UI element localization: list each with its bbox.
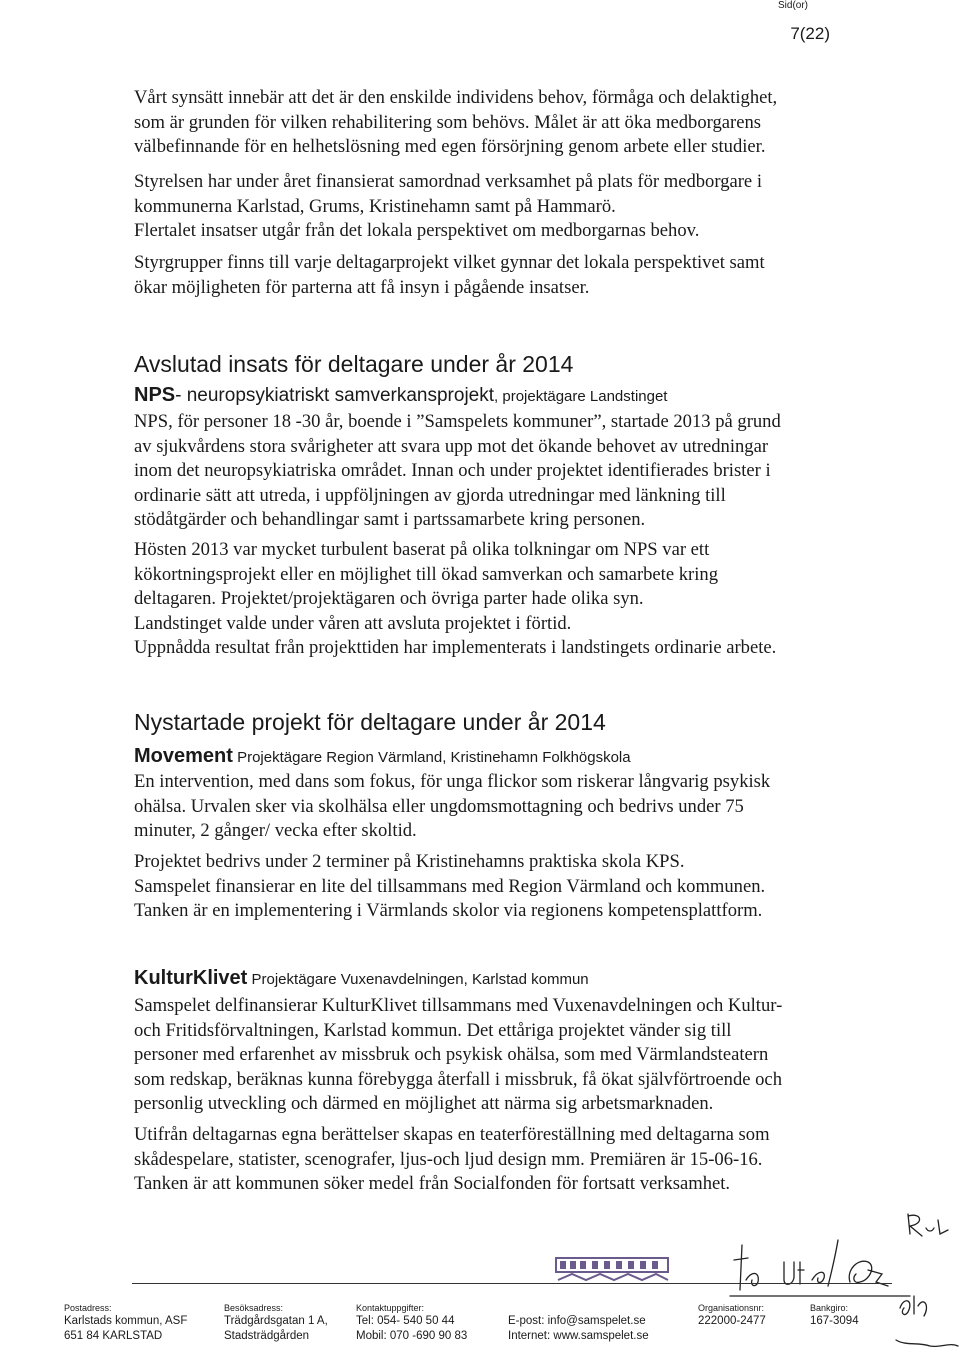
page-label: Sid(or) xyxy=(777,0,808,11)
kulturklivet-subheading: KulturKlivet Projektägare Vuxenavdelningen, Karlstad kommun xyxy=(134,967,589,989)
movement-subheading: Movement Projektägare Region Värmland, Kristinehamn Folkhögskola xyxy=(134,745,631,767)
nps-subheading: NPS- neuropsykiatriskt samverkansprojekt, projektägare Landstinget xyxy=(134,384,668,406)
nps-paragraph-1: NPS, för personer 18 -30 år, boende i ”Samspelets kommuner”, startade 2013 på grund av sjukvårdens stora svårigheter att svara upp mot det ökande behovet av utredningar inom det neuropsykiatriska området. Innan och under projektet identifierades brister i ordinarie sätt att utreda, i uppföljningen av gjorda utredningar med länkning till stödåtgärder och behandlingar samt i partssamarbete kring personen. xyxy=(134,411,781,530)
footer-bankgiro: Bankgiro: 167-3094 xyxy=(810,1303,859,1327)
intro-paragraph-3: Styrgrupper finns till varje deltagarprojekt vilket gynnar det lokala perspektivet samt ökar möjligheten för parterna att få insyn i pågående insatser. xyxy=(134,252,765,298)
page-number: 7(22) xyxy=(790,24,830,43)
intro-paragraph-2: Styrelsen har under året finansierat samordnad verksamhet på plats för medborgare i kommunerna Karlstad, Grums, Kristinehamn samt på Hammarö. Flertalet insatser utgår från det lokala perspektivet om medborgarnas behov. xyxy=(134,171,763,241)
section-heading-closed: Avslutad insats för deltagare under år 2014 xyxy=(134,351,574,377)
footer-visiting-address: Besöksadress: Trädgårdsgatan 1 A, Stadsträdgården xyxy=(224,1303,328,1342)
footer-email[interactable]: E-post: info@samspelet.se xyxy=(508,1315,646,1327)
movement-paragraph-1: En intervention, med dans som fokus, för unga flickor som riskerar långvarig psykisk ohälsa. Urvalen sker via skolhälsa eller ungdomsmottagning och bedrivs under 75 minuter, 2 gånger/ vecka efter skoltid. xyxy=(134,771,771,841)
kulturklivet-paragraph-1: Samspelet delfinansierar KulturKlivet tillsammans med Vuxenavdelningen och Kultur- och Fritidsförvaltningen, Karlstad kommun. Det ettåriga projektet vänder sig till personer med erfarenhet av missbruk och psykisk ohälsa, som med Värmlandsteatern som redskap, beräknas kunna förebygga återfall i missbruk, få ökat självförtroende och personlig utveckling och därmed en möjlighet att närma sig arbetsmarknaden. xyxy=(134,995,783,1114)
footer-org-number: Organisationsnr: 222000-2477 xyxy=(698,1303,766,1327)
kulturklivet-paragraph-2: Utifrån deltagarnas egna berättelser skapas en teaterföreställning med deltagarna som skådespelare, statister, scenografer, ljus-och ljud design mm. Premiären är 15-06-16. Tanken är att kommunen söker medel från Socialfonden för fortsatt verksamhet. xyxy=(134,1124,770,1194)
footer-website[interactable]: Internet: www.samspelet.se xyxy=(508,1330,649,1342)
movement-paragraph-2: Projektet bedrivs under 2 terminer på Kristinehamns praktiska skola KPS. Samspelet finansierar en lite del tillsammans med Region Värmland och kommunen. Tanken är en implementering i Värmlands skolor via regionens kompetensplattform. xyxy=(134,851,766,921)
intro-paragraph-1: Vårt synsätt innebär att det är den enskilde individens behov, förmåga och delaktighet, som är grunden för vilken rehabilitering som behövs. Målet är att öka medborgarens välbefinnande för en helhetslösning med egen försörjning genom arbete eller studier. xyxy=(134,87,778,157)
samspelet-logo-icon xyxy=(552,1254,672,1284)
footer-divider xyxy=(132,1283,892,1284)
footer-web-contact xyxy=(508,1314,649,1344)
footer-contact: Kontaktuppgifter: Tel: 054- 540 50 44 Mobil: 070 -690 90 83 xyxy=(356,1303,468,1342)
nps-paragraph-2: Hösten 2013 var mycket turbulent baserat på olika tolkningar om NPS var ett kökortningsprojekt eller en möjlighet till ökad samverkan och samarbete kring deltagaren. Projektet/projektägaren och övriga parter hade olika syn. Landstinget valde under våren att avsluta projektet i förtid. Uppnådda resultat från projekttiden har implementerats i landstingets ordinarie arbete. xyxy=(134,539,777,658)
footer-postal-address: Postadress: Karlstads kommun, ASF 651 84 KARLSTAD xyxy=(64,1303,188,1342)
section-heading-new: Nystartade projekt för deltagare under år 2014 xyxy=(134,709,606,735)
